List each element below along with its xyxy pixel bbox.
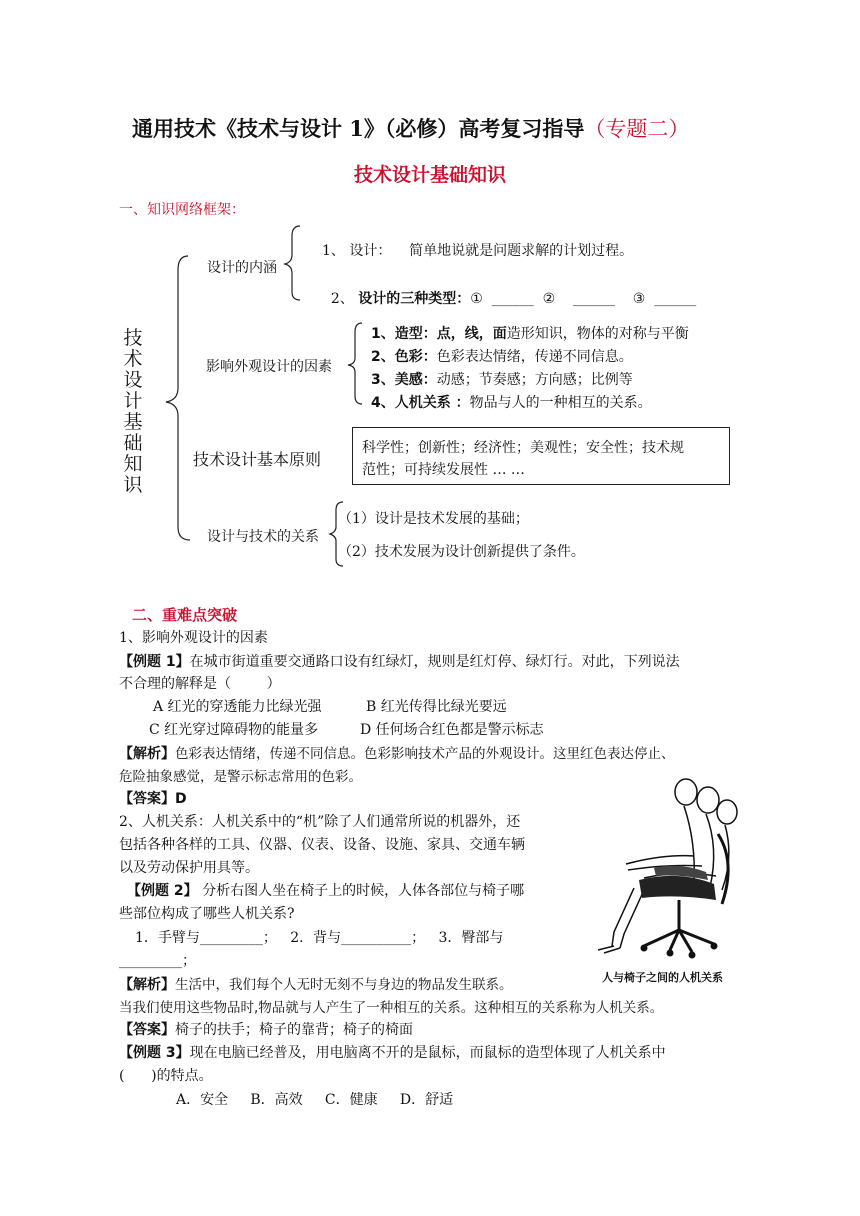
branch2-item: 1、造型：点，线，面造形知识，物体的对称与平衡 (371, 326, 689, 342)
title-main: 通用技术《技术与设计 1》（必修）高考复习指导 (132, 116, 585, 141)
branch4-label: 设计与技术的关系 (207, 529, 319, 545)
head-outline (717, 800, 737, 824)
branch3-label: 技术设计基本原则 (193, 450, 322, 469)
example1-option-d: D 任何场合红色都是警示标志 (360, 722, 544, 738)
example2-analysis-cont: 当我们使用这些物品时,物品就与人产生了一种相互的关系。这种相互的关系称为人机关系。 (119, 1000, 664, 1016)
figure-caption: 人与椅子之间的人机关系 (602, 971, 723, 984)
section2-heading: 二、重难点突破 (132, 606, 238, 624)
example3-options: A．安全 B．高效 C．健康 D．舒适 (176, 1092, 454, 1108)
example1-analysis-cont: 危险抽象感觉，是警示标志常用的色彩。 (119, 769, 362, 785)
document-subtitle: 技术设计基础知识 (354, 164, 507, 186)
branch4-line1: （1）设计是技术发展的基础； (338, 511, 529, 527)
example1-option-a: A 红光的穿透能力比绿光强 (153, 699, 322, 715)
branch1-brace (285, 226, 300, 300)
branch2-item: 3、美感：动感；节奏感；方向感；比例等 (371, 372, 633, 388)
branch2-brace (348, 323, 362, 404)
example2-question: 【例题 2】 分析右图人坐在椅子上的时候，人体各部位与椅子哪 (127, 883, 525, 899)
example1-question: 【例题 1】在城市街道重要交通路口设有红绿灯，规则是红灯停、绿灯行。对此，下列说法 (119, 654, 680, 670)
example1-answer: 【答案】D (119, 791, 187, 807)
root-brace (166, 256, 190, 540)
branch1-label: 设计的内涵 (207, 260, 277, 276)
example3-question-cont: ( )的特点。 (119, 1068, 213, 1084)
head-outline (697, 787, 719, 813)
principles-line2: 范性；可持续发展性 … … (362, 462, 525, 478)
section1-heading: 一、知识网络框架： (119, 202, 245, 218)
sub-heading-2: 2、人机关系：人机关系中的“机”除了人们通常所说的机器外，还 (119, 814, 521, 830)
branch1-line2: 2、 设计的三种类型：① ______ ② ______ ③ ______ (330, 291, 697, 307)
chair-figure (584, 772, 744, 972)
principles-line1: 科学性；创新性；经济性；美观性；安全性；技术规 (362, 440, 684, 456)
seat-shading (639, 876, 716, 900)
title-tag: （专题二） (584, 117, 690, 141)
sub-heading-2-cont2: 以及劳动保护用具等。 (119, 860, 259, 876)
branch1-line1: 1、 设计： 简单地说就是问题求解的计划过程。 (322, 243, 634, 259)
example2-answer: 【答案】椅子的扶手；椅子的靠背；椅子的椅面 (119, 1022, 413, 1038)
example1-analysis: 【解析】色彩表达情绪，传递不同信息。色彩影响技术产品的外观设计。这里红色表达停止、 (119, 746, 675, 762)
example2-blanks: 1．手臂与_________； 2．背与__________； 3．臀部与 (135, 930, 504, 946)
example3-question: 【例题 3】现在电脑已经普及，用电脑离不开的是鼠标，而鼠标的造型体现了人机关系中 (119, 1045, 666, 1061)
sub-heading-2-cont: 包括各种各样的工具、仪器、仪表、设备、设施、家具、交通车辆 (119, 837, 525, 853)
head-outline (675, 779, 697, 805)
root-label: 技 术 设 计 基 础 知 识 (123, 327, 143, 496)
example1-question-cont: 不合理的解释是（ ） (119, 676, 281, 692)
example2-analysis: 【解析】生活中，我们每个人无时无刻不与身边的物品发生联系。 (119, 977, 513, 993)
sub-heading-1: 1、影响外观设计的因素 (119, 630, 268, 646)
example1-option-b: B 红光传得比绿光要远 (366, 699, 507, 715)
branch2-label: 影响外观设计的因素 (206, 359, 332, 375)
principles-box (352, 427, 730, 485)
example2-blanks-cont: _________； (119, 953, 196, 969)
branch2-item: 2、色彩：色彩表达情绪，传递不同信息。 (371, 349, 633, 365)
branch4-line2: （2）技术发展为设计创新提供了条件。 (338, 544, 585, 560)
branch2-item: 4、人机关系 ：物品与人的一种相互的关系。 (371, 395, 652, 411)
example2-question-cont: 些部位构成了哪些人机关系? (119, 906, 295, 922)
example1-option-c: C 红光穿过障碍物的能量多 (149, 722, 319, 738)
